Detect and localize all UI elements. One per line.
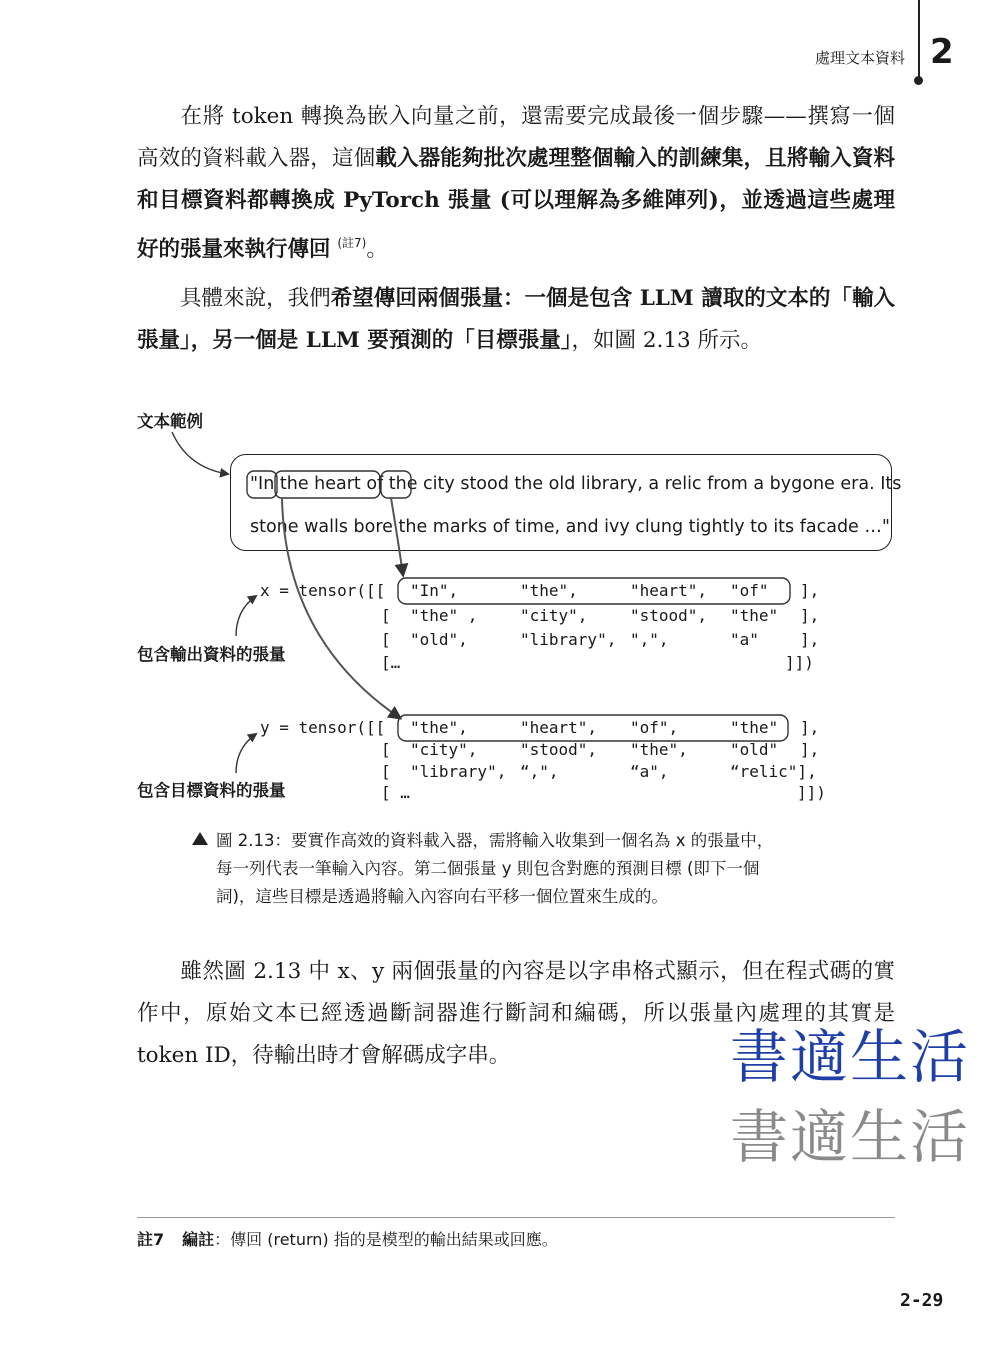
tensor-cell: ], <box>800 581 820 600</box>
paragraph-2-end: ，如圖 2.13 所示。 <box>571 328 763 353</box>
paragraph-1-bold: 載入器能夠批次處理整個輸入的訓練集，且將輸入資料和目標資料都轉換成 PyTorch 張量 (可以理解為多維陣列)，並透過這些處理好的張量來執行傳回 <box>137 146 895 262</box>
tensor-cell: "heart", <box>630 581 708 600</box>
footnote-text: ：傳回 (return) 指的是模型的輸出結果或回應。 <box>214 1230 558 1249</box>
paragraph-2-text: 具體來說，我們 <box>180 286 331 311</box>
caption-line-3: 詞)，這些目標是透過將輸入內容向右平移一個位置來生成的。 <box>216 887 668 906</box>
tensor-cell: “relic"], <box>730 762 817 781</box>
tensor-cell: "the", <box>520 581 578 600</box>
chapter-number: 2 <box>930 32 954 72</box>
highlight-the-heart-of <box>275 471 380 498</box>
tensor-cell: ], <box>800 605 820 625</box>
arrow-x-label <box>236 596 256 636</box>
tensor-cell: "library", <box>410 762 507 781</box>
paragraph-3-text: 雖然圖 2.13 中 x、y 兩個張量的內容是以字串格式顯示，但在程式碼的實作中，原始文本已經透過斷詞器進行斷詞和編碼，所以張量內處理的其實是 token ID，待輸出時才會解碼成字串。 <box>137 959 895 1068</box>
highlight-x-row <box>398 578 790 604</box>
tensor-row-open-bracket: [ <box>381 740 391 759</box>
tensor-cell: "heart", <box>520 718 598 737</box>
tensor-cell: "stood", <box>520 740 598 759</box>
figure-caption <box>190 827 870 911</box>
x-tensor-end: ]]) <box>785 653 814 672</box>
y-tensor-prefix: y = tensor([[ <box>260 718 386 737</box>
footnote-label: 註7 <box>137 1230 165 1249</box>
tensor-cell: "the" <box>730 605 779 625</box>
tensor-cell: "stood", <box>630 605 708 625</box>
arrow-sample-label <box>172 432 228 474</box>
tensor-cell: "library", <box>520 630 617 649</box>
tensor-row-open-bracket: [ <box>381 762 391 781</box>
sample-line-2: stone walls bore the marks of time, and ivy clung tightly to its facade …" <box>250 517 890 537</box>
caption-line-1: 圖 2.13：要實作高效的資料載入器，需將輸入收集到一個名為 x 的張量中， <box>216 831 774 850</box>
label-y-tensor: 包含目標資料的張量 <box>137 781 286 800</box>
tensor-row-open-bracket: [ <box>381 605 391 625</box>
label-x-tensor: 包含輸出資料的張量 <box>137 645 286 664</box>
tensor-cell: "the", <box>410 718 468 737</box>
arrow-to-x <box>391 498 403 575</box>
highlight-y-row <box>398 715 788 741</box>
y-tensor-end: ]]) <box>797 783 826 802</box>
page-number: 2-29 <box>900 1290 944 1311</box>
label-text-sample: 文本範例 <box>137 412 203 431</box>
x-tensor-last-row: [… <box>381 653 401 672</box>
tensor-cell: "the" <box>730 718 779 737</box>
tensor-cell: "of", <box>630 718 679 737</box>
footnote-ref: (註7) <box>337 236 367 250</box>
footnote-term: 編註 <box>182 1230 215 1249</box>
y-tensor-last-row: [ … <box>381 783 410 802</box>
sample-line-1: "In the heart of the city stood the old library, a relic from a bygone era. Its <box>250 474 902 494</box>
arrow-y-label <box>236 734 256 773</box>
tensor-row-open-bracket: [ <box>381 630 391 649</box>
tensor-cell: "old" <box>730 740 779 759</box>
tensor-cell: "a" <box>730 630 759 649</box>
paragraph-1-end: 。 <box>366 237 388 262</box>
tensor-cell: "city", <box>410 740 478 759</box>
tensor-cell: "In", <box>410 581 459 600</box>
tensor-cell: ",", <box>630 630 669 649</box>
watermark-gray: 書適生活 <box>730 1103 971 1171</box>
footnote-divider <box>137 1217 895 1218</box>
x-tensor-prefix: x = tensor([[ <box>260 581 386 600</box>
chapter-title: 處理文本資料 <box>814 49 905 67</box>
paragraph-2-bold: 希望傳回兩個張量：一個是包含 LLM 讀取的文本的「輸入張量」，另一個是 LLM 要預測的「目標張量」 <box>137 286 895 353</box>
arrow-to-y <box>282 498 400 718</box>
tensor-cell: ], <box>800 630 820 649</box>
tensor-cell: "of" <box>730 581 769 600</box>
tensor-cell: "the" , <box>410 605 478 625</box>
highlight-in <box>247 471 277 498</box>
tensor-cell: "old", <box>410 630 468 649</box>
caption-line-2: 每一列代表一筆輸入內容。第二個張量 y 則包含對應的預測目標 (即下一個 <box>216 859 760 878</box>
tensor-cell: "the", <box>630 740 688 759</box>
highlight-the <box>381 471 411 498</box>
tensor-cell: “,", <box>520 762 559 781</box>
paragraph-1-text: 在將 token 轉換為嵌入向量之前，還需要完成最後一個步驟——撰寫一個高效的資料載入器，這個 <box>137 104 895 171</box>
watermark-blue: 書適生活 <box>730 1023 971 1091</box>
tensor-cell: “a", <box>630 762 669 781</box>
footnote <box>137 1227 558 1250</box>
tensor-cell: ], <box>800 740 820 759</box>
tensor-cell: "city", <box>520 605 588 625</box>
tensor-cell: ], <box>800 718 820 737</box>
